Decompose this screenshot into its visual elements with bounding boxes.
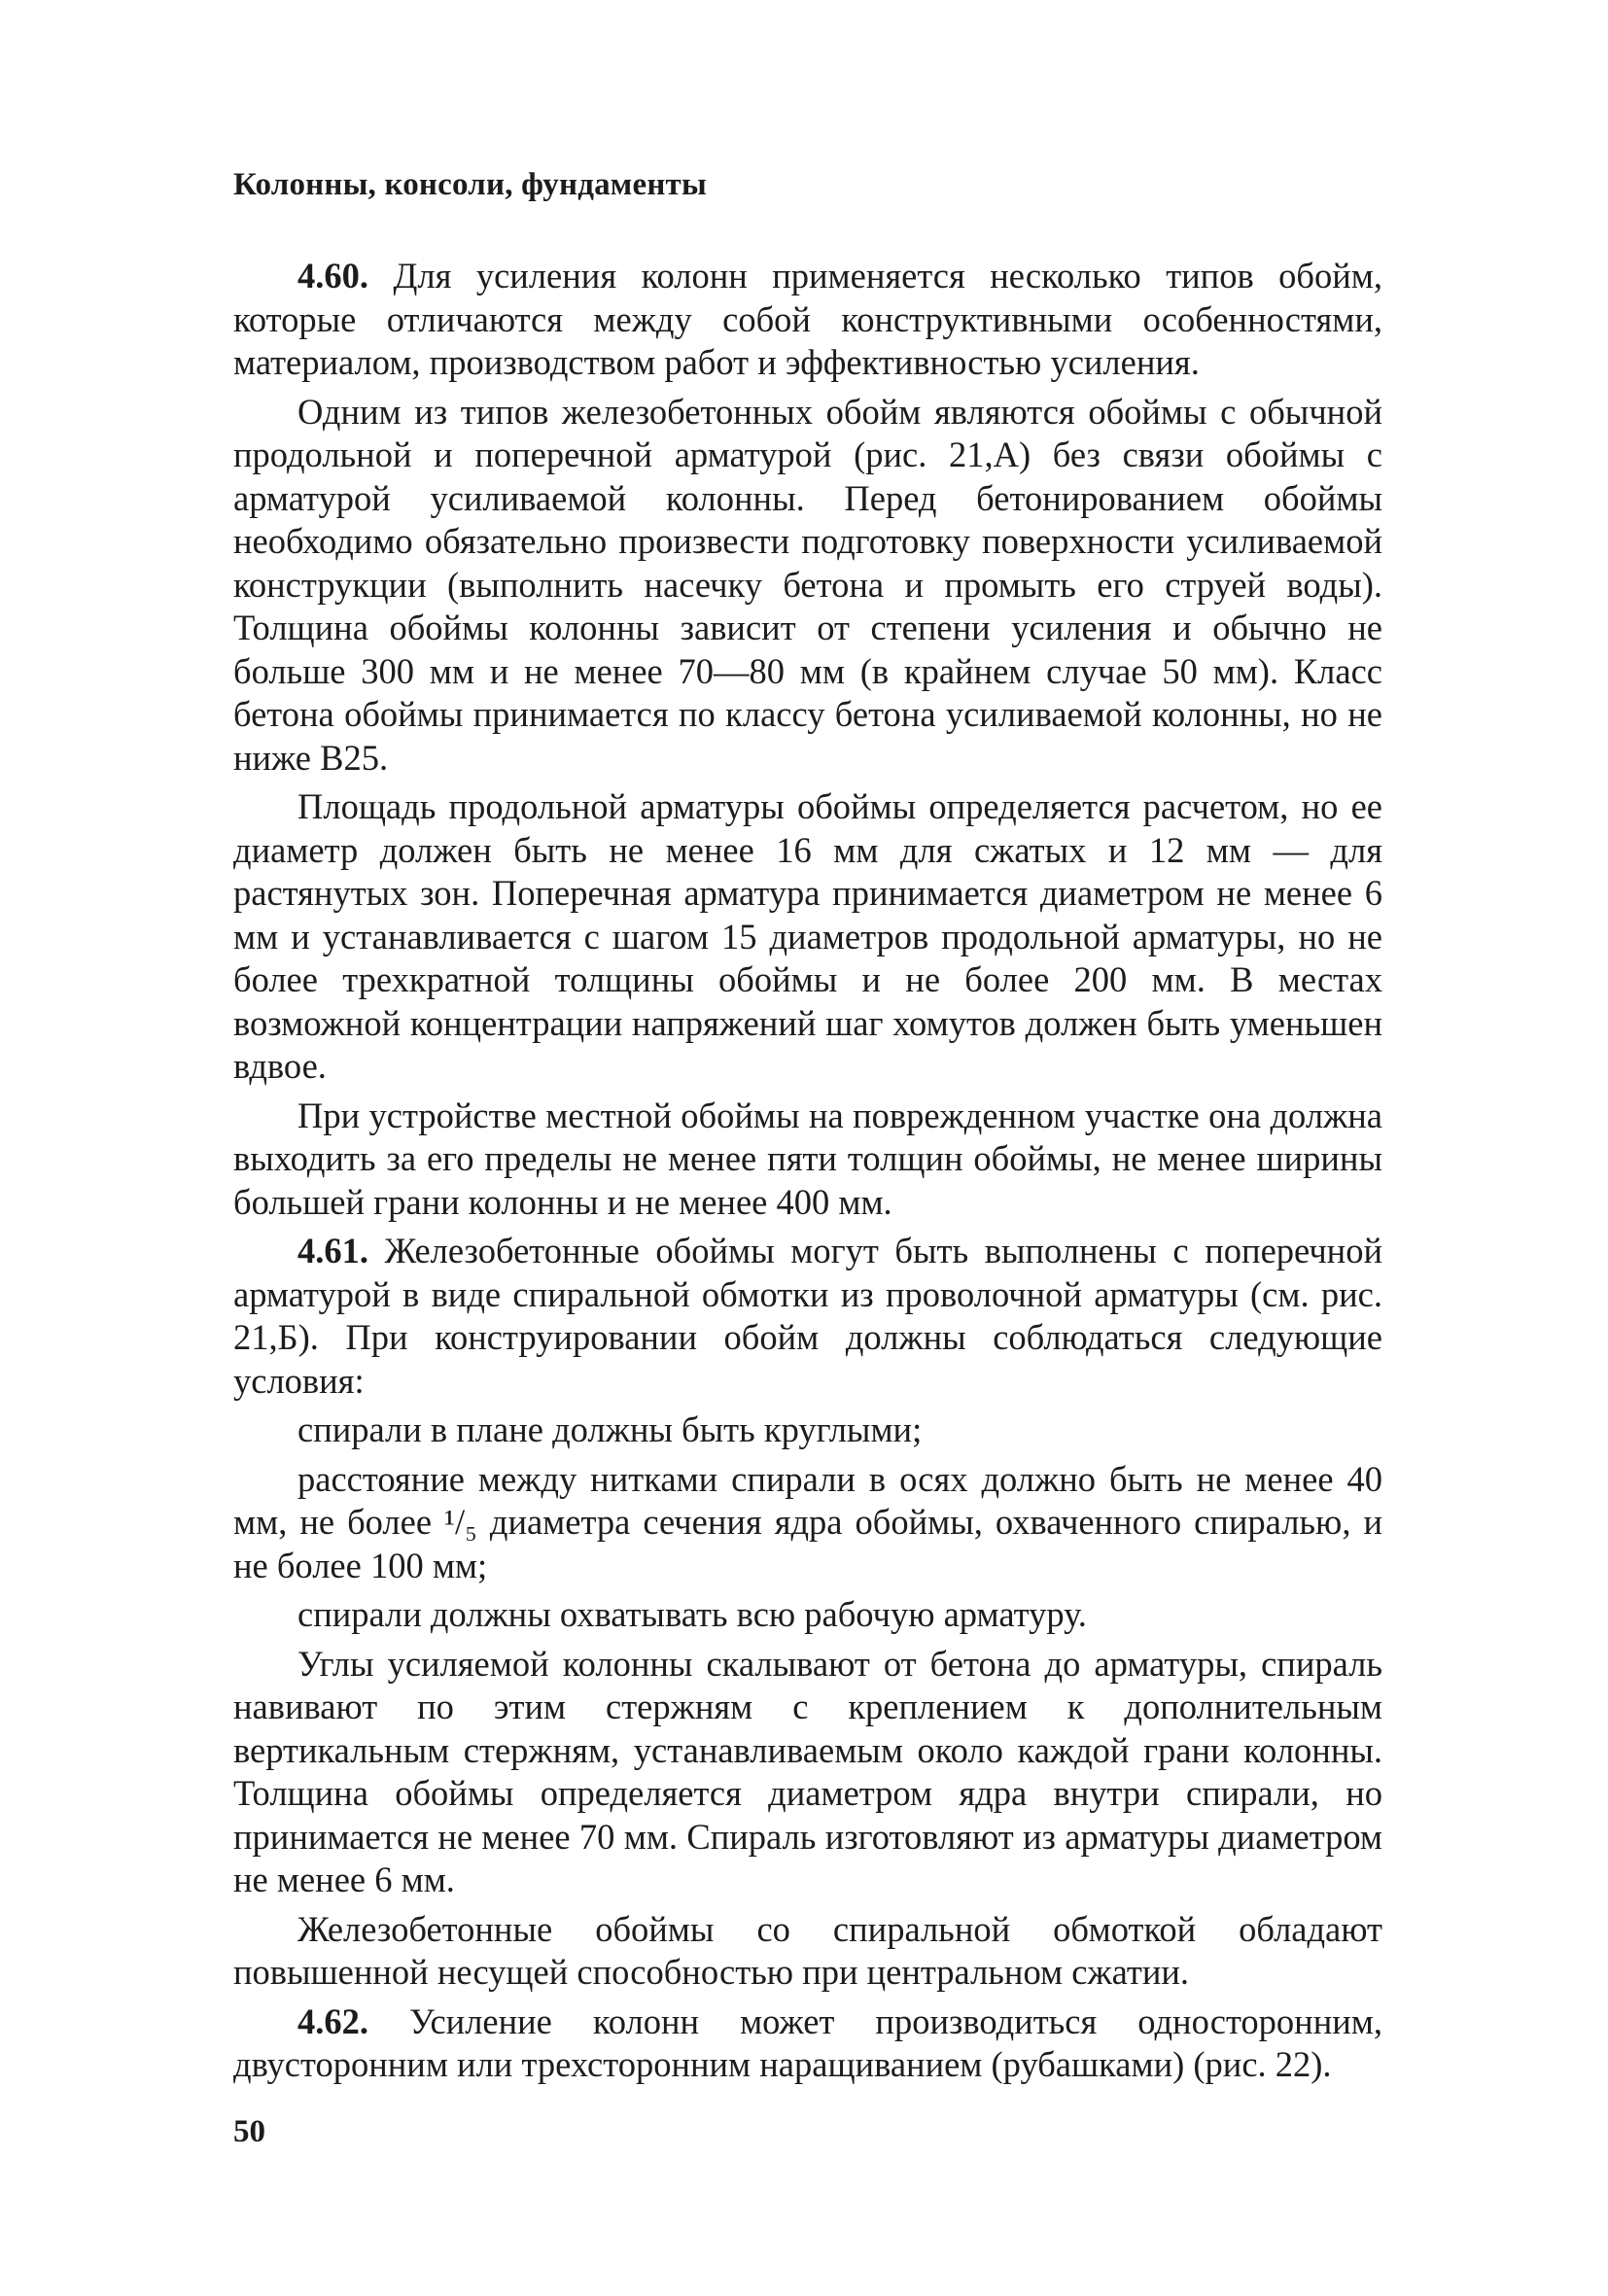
clause-number: 4.62. (297, 2000, 368, 2041)
paragraph-4-62 (233, 2000, 1382, 2087)
paragraph-text: Одним из типов железобетонных обойм являются обоймы с обычной продольной и поперечной арматурой (рис. 21,А) без связи обоймы с арматурой усиливаемой колонны. Перед бетонированием обоймы необходимо обязательно произвести подготовку поверхности усиливаемой конструкции (выполнить насечку бетона и промыть его струей воды). Толщина обоймы колонны зависит от степени усиления и обычно не больше 300 мм и не менее 70—80 мм (в крайнем случае 50 мм). Класс бетона обоймы принимается по классу бетона усиливаемой колонны, но не ниже В25. (233, 391, 1382, 778)
clause-number: 4.60. (297, 256, 368, 296)
clause-number: 4.61. (297, 1231, 368, 1270)
paragraph-text: Углы усиляемой колонны скалывают от бетона до арматуры, спираль навивают по этим стержням с креплением к дополнительным вертикальным стержням, устанавливаемым около каждой грани колонны. Толщина обоймы определяется диаметром ядра внутри спирали, но принимается не менее 70 мм. Спираль изготовляют из арматуры диаметром не менее 6 мм. (233, 1643, 1382, 1899)
paragraph-4-60 (233, 255, 1382, 385)
paragraph-text: спирали в плане должны быть круглыми; (297, 1409, 923, 1449)
paragraph (233, 1643, 1382, 1902)
paragraph-text: Железобетонные обоймы могут быть выполнены с поперечной арматурой в виде спиральной обмотки из проволочной арматуры (см. рис. 21,Б). При конструировании обойм должны соблюдаться следующие условия: (233, 1231, 1382, 1401)
paragraph-text: спирали должны охватывать всю рабочую арматуру. (297, 1594, 1087, 1634)
document-page (233, 0, 1382, 2296)
body-text (233, 255, 1382, 2093)
paragraph-text: При устройстве местной обоймы на поврежденном участке она должна выходить за его пределы не менее пяти толщин обоймы, не менее ширины большей грани колонны и не менее 400 мм. (233, 1095, 1382, 1222)
paragraph (233, 1908, 1382, 1995)
paragraph (233, 1095, 1382, 1225)
page-number: 50 (233, 2114, 265, 2149)
list-condition (233, 1593, 1382, 1637)
paragraph-text: Для усиления колонн применяется несколько типов обойм, которые отличаются между собой конструктивными особенностями, материалом, производством работ и эффективностью усиления. (233, 256, 1382, 382)
paragraph-text: Площадь продольной арматуры обоймы определяется расчетом, но ее диаметр должен быть не менее 16 мм для сжатых и 12 мм — для растянутых зон. Поперечная арматура принимается диаметром не менее 6 мм и устанавливается с шагом 15 диаметров продольной арматуры, но не более трехкратной толщины обоймы и не более 200 мм. В местах возможной концентрации напряжений шаг хомутов должен быть уменьшен вдвое. (233, 786, 1382, 1086)
section-heading: Колонны, консоли, фундаменты (233, 167, 707, 202)
paragraph-text: Усиление колонн может производиться односторонним, двусторонним или трехсторонним наращиванием (рубашками) (рис. 22). (233, 2000, 1382, 2084)
paragraph-text: Железобетонные обоймы со спиральной обмоткой обладают повышенной несущей способностью при центральном сжатии. (233, 1908, 1382, 1992)
list-condition (233, 1458, 1382, 1588)
paragraph (233, 785, 1382, 1089)
paragraph-text: расстояние между нитками спирали в осях должно быть не менее 40 мм, не более ¹/₅ диаметра сечения ядра обоймы, охваченного спиралью, и не более 100 мм; (233, 1458, 1382, 1585)
list-condition (233, 1409, 1382, 1452)
paragraph (233, 391, 1382, 781)
paragraph-4-61 (233, 1230, 1382, 1403)
